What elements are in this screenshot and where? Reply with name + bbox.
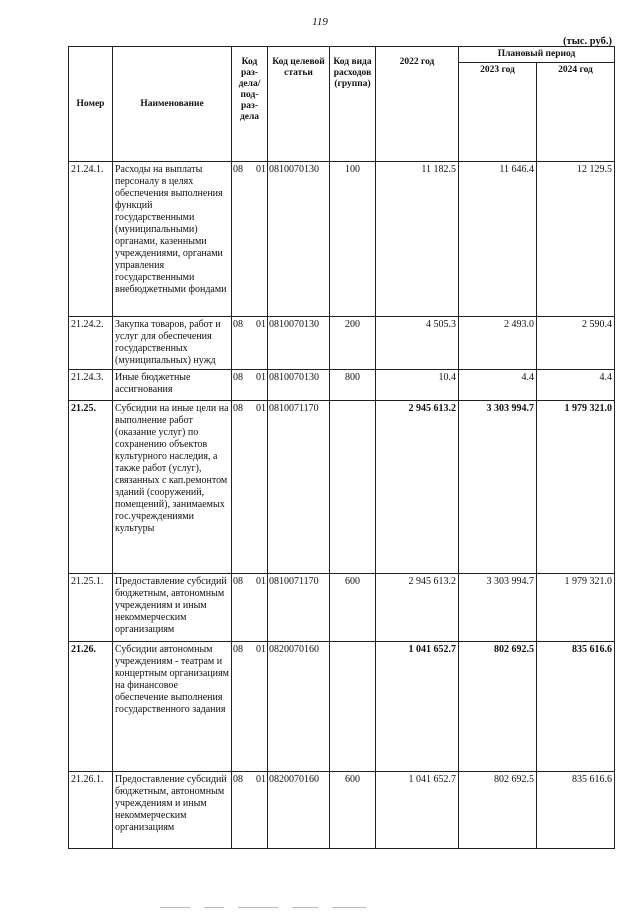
row-razdel-code: 08 (233, 319, 243, 330)
row-2022: 1 041 652.7 (376, 772, 459, 849)
row-name: Закупка товаров, работ и услуг для обеспечения государственных (муниципальных) нужд (113, 317, 232, 370)
row-nomer: 21.26. (69, 642, 113, 772)
row-name: Иные бюджетные ассигнования (113, 370, 232, 401)
row-2023: 11 646.4 (459, 162, 537, 317)
row-2022: 1 041 652.7 (376, 642, 459, 772)
row-razdel-code: 08 (233, 774, 243, 785)
row-2022: 2 945 613.2 (376, 401, 459, 574)
table-row (69, 772, 615, 849)
row-podrazdel-code: 01 (256, 644, 266, 655)
row-podrazdel-code: 01 (256, 164, 266, 175)
row-2023: 3 303 994.7 (459, 401, 537, 574)
row-2023: 4.4 (459, 370, 537, 401)
row-razdel (232, 642, 268, 772)
row-2023: 802 692.5 (459, 772, 537, 849)
row-2024: 2 590.4 (537, 317, 615, 370)
row-2024: 4.4 (537, 370, 615, 401)
row-vid: 800 (330, 370, 376, 401)
row-nomer: 21.24.1. (69, 162, 113, 317)
row-nomer: 21.25. (69, 401, 113, 574)
row-razdel (232, 772, 268, 849)
row-nomer: 21.26.1. (69, 772, 113, 849)
row-2022: 11 182.5 (376, 162, 459, 317)
row-celevaya: 0810071170 (268, 401, 330, 574)
row-razdel-code: 08 (233, 576, 243, 587)
units-label: (тыс. руб.) (563, 36, 612, 47)
row-2024: 1 979 321.0 (537, 401, 615, 574)
row-celevaya: 0810071170 (268, 574, 330, 642)
row-razdel (232, 401, 268, 574)
row-2024: 1 979 321.0 (537, 574, 615, 642)
row-name: Предоставление субсидий бюджетным, автономным учреждениям и иным некоммерческим организациям (113, 574, 232, 642)
row-vid: 200 (330, 317, 376, 370)
row-nomer: 21.24.3. (69, 370, 113, 401)
table-row (69, 574, 615, 642)
header-planovy: Плановый период (459, 47, 615, 63)
row-2024: 835 616.6 (537, 642, 615, 772)
row-2022: 4 505.3 (376, 317, 459, 370)
header-2024: 2024 год (537, 63, 615, 162)
header-2023: 2023 год (459, 63, 537, 162)
bottom-marks (160, 895, 480, 896)
row-2023: 2 493.0 (459, 317, 537, 370)
row-podrazdel-code: 01 (256, 372, 266, 383)
row-2023: 802 692.5 (459, 642, 537, 772)
row-podrazdel-code: 01 (256, 774, 266, 785)
row-name: Расходы на выплаты персоналу в целях обеспечения выполнения функций государственными (муниципальными) органами, казенными учреждениями, органами управления государственными внебюджетными фондами (113, 162, 232, 317)
row-celevaya: 0810070130 (268, 317, 330, 370)
page-number: 119 (312, 16, 328, 28)
row-name: Субсидии автономным учреждениям - театрам и концертным организациям на финансовое обеспечение выполнения государственного задания (113, 642, 232, 772)
row-razdel (232, 370, 268, 401)
row-razdel (232, 574, 268, 642)
header-naimenovanie: Наименование (113, 47, 232, 162)
table-row (69, 642, 615, 772)
row-vid (330, 642, 376, 772)
row-podrazdel-code: 01 (256, 403, 266, 414)
row-razdel-code: 08 (233, 372, 243, 383)
row-2022: 10.4 (376, 370, 459, 401)
row-vid: 600 (330, 772, 376, 849)
row-2023: 3 303 994.7 (459, 574, 537, 642)
table-row (69, 401, 615, 574)
header-kod-vida: Код вида расходов (группа) (330, 47, 376, 162)
row-nomer: 21.24.2. (69, 317, 113, 370)
header-kod-razdela: Код раз-дела/ под-раз-дела (232, 47, 268, 162)
row-razdel-code: 08 (233, 164, 243, 175)
header-row-1 (69, 47, 615, 63)
row-vid: 600 (330, 574, 376, 642)
table-row (69, 162, 615, 317)
row-name: Субсидии на иные цели на выполнение работ (оказание услуг) по сохранению объектов культурного наследия, а также работ (услуг), связанных с кап.ремонтом зданий (сооружений, помещений), занимаемых гос.учреждениями культуры (113, 401, 232, 574)
row-razdel (232, 162, 268, 317)
row-podrazdel-code: 01 (256, 576, 266, 587)
header-nomer: Номер (69, 47, 113, 162)
row-nomer: 21.25.1. (69, 574, 113, 642)
header-kod-celevoy: Код целевой статьи (268, 47, 330, 162)
table-row (69, 370, 615, 401)
table-row (69, 317, 615, 370)
header-2022: 2022 год (376, 47, 459, 162)
row-celevaya: 0820070160 (268, 772, 330, 849)
row-2024: 835 616.6 (537, 772, 615, 849)
row-2022: 2 945 613.2 (376, 574, 459, 642)
row-podrazdel-code: 01 (256, 319, 266, 330)
row-celevaya: 0810070130 (268, 370, 330, 401)
row-celevaya: 0810070130 (268, 162, 330, 317)
row-celevaya: 0820070160 (268, 642, 330, 772)
row-vid (330, 401, 376, 574)
budget-table (68, 46, 615, 849)
row-2024: 12 129.5 (537, 162, 615, 317)
row-razdel (232, 317, 268, 370)
row-razdel-code: 08 (233, 644, 243, 655)
row-razdel-code: 08 (233, 403, 243, 414)
row-name: Предоставление субсидий бюджетным, автономным учреждениям и иным некоммерческим организациям (113, 772, 232, 849)
row-vid: 100 (330, 162, 376, 317)
